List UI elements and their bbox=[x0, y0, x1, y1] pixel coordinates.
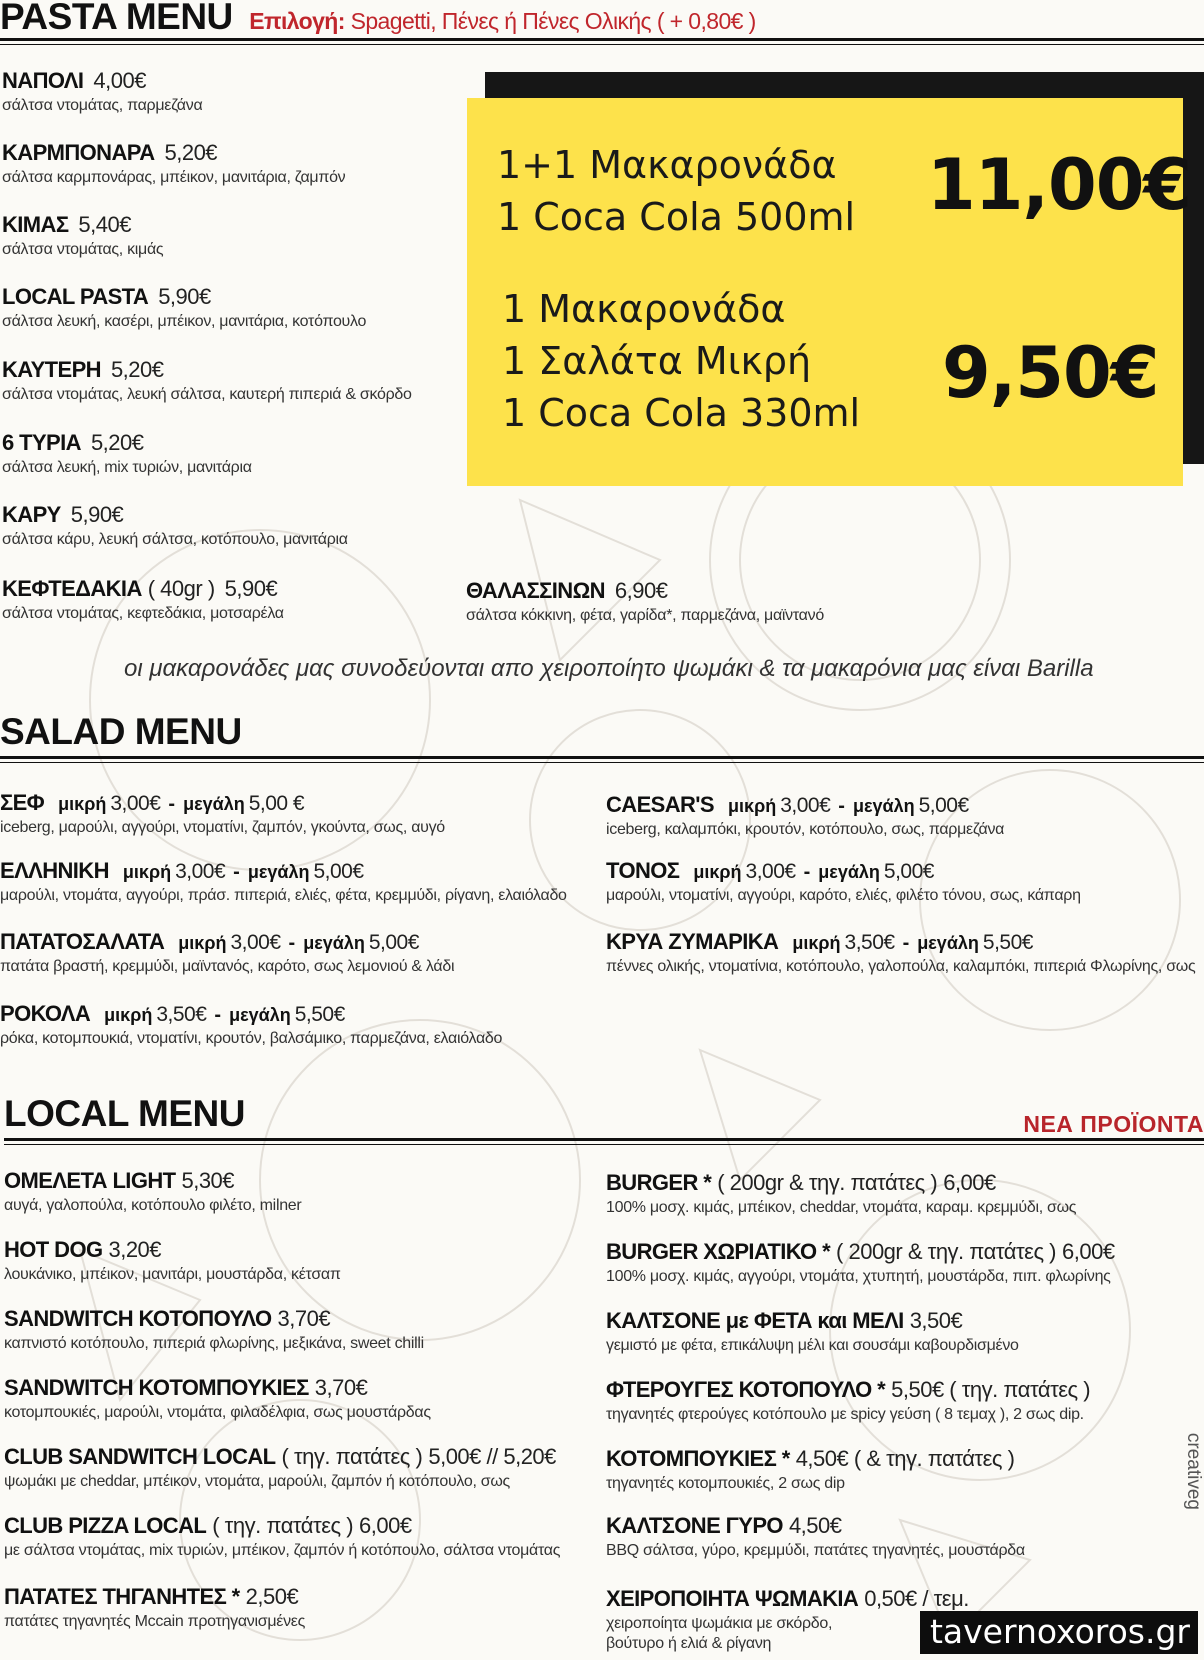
pasta-option bbox=[249, 8, 756, 34]
item-name: 6 ΤΥΡΙΑ bbox=[2, 430, 81, 455]
large-price: 5,50€ bbox=[982, 931, 1033, 954]
item-extra: ( 200gr & τηγ. πατάτες ) bbox=[836, 1239, 1057, 1264]
item-description: τηγανητές φτερούγες κοτόπουλο με spicy γεύση ( 8 τεμαχ ), 2 σως dip. bbox=[606, 1406, 1084, 1423]
item-description: πατάτα βραστή, κρεμμύδι, μαϊντανός, καρότο, σως λεμονιού & λάδι bbox=[0, 958, 455, 975]
item-name: ΚΕΦΤΕΔΑΚΙΑ bbox=[2, 576, 142, 601]
item-description: χειροποίητα ψωμάκια με σκόρδο, bbox=[606, 1615, 833, 1632]
item-price: 5,90€ bbox=[70, 502, 124, 527]
site-watermark: tavernoxoros.gr bbox=[920, 1611, 1198, 1654]
item-price: 0,50€ / τεμ. bbox=[864, 1586, 969, 1611]
item-description: γεμιστό με φέτα, επικάλυψη μέλι και σουσάμι καβουρδισμένο bbox=[606, 1337, 1019, 1354]
local-item bbox=[4, 1515, 560, 1559]
salad-item: ΣΕΦ μικρή 3,00€ - μεγάλη 5,00 € iceberg, μαρούλι, αγγούρι, ντοματίνι, ζαμπόν, γκούντα, σως, αυγό bbox=[0, 790, 445, 836]
local-item bbox=[606, 1588, 969, 1652]
local-item bbox=[4, 1239, 341, 1283]
item-name: ΣΕΦ bbox=[0, 790, 45, 815]
item-description: σάλτσα κάρυ, λευκή σάλτσα, κοτόπουλο, μανιτάρια bbox=[2, 531, 348, 548]
pasta-item bbox=[2, 214, 163, 258]
item-name: BURGER ΧΩΡΙΑΤΙΚΟ * bbox=[606, 1239, 831, 1264]
small-label: μικρή bbox=[58, 794, 107, 814]
salad-rule bbox=[0, 756, 1204, 759]
pasta-item bbox=[2, 432, 252, 476]
pasta-item bbox=[466, 580, 824, 624]
item-description: σάλτσα ντομάτας, κεφτεδάκια, μοτσαρέλα bbox=[2, 605, 284, 622]
item-price: 5,20€ bbox=[90, 430, 144, 455]
salad-item: ΠΑΤΑΤΟΣΑΛΑΤΑ μικρή 3,00€ - μεγάλη 5,00€ πατάτα βραστή, κρεμμύδι, μαϊντανός, καρότο, σως λεμονιού & λάδι bbox=[0, 929, 455, 975]
item-name: ΚΟΤΟΜΠΟΥΚΙΕΣ * bbox=[606, 1446, 790, 1471]
pasta-item bbox=[2, 70, 202, 114]
pasta-note: οι μακαρονάδες μας συνοδεύονται απο χειροποίητο ψωμάκι & τα μακαρόνια μας είναι Barilla bbox=[124, 655, 1094, 682]
promo-combo2-line: 1 Σαλάτα Μικρή bbox=[502, 339, 812, 383]
item-name: ΚΡΥΑ ΖΥΜΑΡΙΚΑ bbox=[606, 929, 779, 954]
item-description: κοτομπουκιές, μαρούλι, ντομάτα, φιλαδέλφια, σως μουστάρδας bbox=[4, 1404, 431, 1421]
item-price: 6,00€ bbox=[1062, 1239, 1115, 1264]
large-label: μεγάλη bbox=[303, 933, 365, 953]
small-price: 3,00€ bbox=[175, 860, 226, 883]
pasta-item bbox=[2, 504, 348, 548]
item-price: 4,50€ ( & τηγ. πατάτες ) bbox=[795, 1446, 1015, 1471]
item-name: SANDWITCH ΚΟΤΟΜΠΟΥΚΙΕΣ bbox=[4, 1375, 309, 1400]
large-label: μεγάλη bbox=[247, 862, 310, 882]
item-price: 5,20€ bbox=[110, 357, 164, 382]
local-item bbox=[606, 1379, 1090, 1423]
item-name: ΚΑΡΥ bbox=[2, 502, 61, 527]
local-item bbox=[606, 1448, 1014, 1492]
salad-rule-thin bbox=[0, 762, 1204, 763]
item-price: 5,50€ ( τηγ. πατάτες ) bbox=[891, 1377, 1091, 1402]
item-description: σάλτσα ντομάτας, κιμάς bbox=[2, 241, 164, 258]
item-description: πέννες ολικής, ντοματίνια, κοτόπουλο, γαλοπούλα, καλαμπόκι, πιπεριά Φλωρίνης, σως bbox=[606, 958, 1196, 975]
promo-box bbox=[467, 98, 1192, 486]
large-price: 5,00€ bbox=[313, 860, 364, 883]
small-price: 3,00€ bbox=[780, 794, 831, 817]
large-label: μεγάλη bbox=[229, 1005, 291, 1025]
item-name: ΚΑΥΤΕΡΗ bbox=[2, 357, 101, 382]
local-menu-title: LOCAL MENU bbox=[4, 1093, 245, 1134]
promo-combo2-line: 1 Coca Cola 330ml bbox=[502, 391, 861, 435]
item-name: CLUB PIZZA LOCAL bbox=[4, 1513, 207, 1538]
local-item bbox=[4, 1446, 556, 1490]
salad-item: ΚΡΥΑ ΖΥΜΑΡΙΚΑ μικρή 3,50€ - μεγάλη 5,50€ πέννες ολικής, ντοματίνια, κοτόπουλο, γαλοπούλα, καλαμπόκι, πιπεριά Φλωρίνης, σως bbox=[606, 929, 1196, 975]
item-name: ΚΑΛΤΣΟΝΕ ΓΥΡΟ bbox=[606, 1513, 783, 1538]
item-name: CLUB SANDWITCH LOCAL bbox=[4, 1444, 276, 1469]
item-name: SANDWITCH ΚΟΤΟΠΟΥΛΟ bbox=[4, 1306, 272, 1331]
item-description: τηγανητές κοτομπουκιές, 2 σως dip bbox=[606, 1475, 845, 1492]
item-name: ΚΙΜΑΣ bbox=[2, 212, 69, 237]
item-price: 3,50€ bbox=[909, 1308, 963, 1333]
local-rule bbox=[4, 1138, 1204, 1141]
item-extra: ( 200gr & τηγ. πατάτες ) bbox=[717, 1170, 938, 1195]
item-name: ΝΑΠΟΛΙ bbox=[2, 68, 84, 93]
item-name: ΠΑΤΑΤΕΣ ΤΗΓΑΝΗΤΕΣ * bbox=[4, 1584, 240, 1609]
small-price: 3,00€ bbox=[110, 792, 161, 815]
pasta-item bbox=[2, 286, 366, 330]
item-price: 4,00€ bbox=[93, 68, 146, 93]
pasta-menu-title: PASTA MENU bbox=[0, 0, 233, 37]
item-price: 5,90€ bbox=[224, 576, 278, 601]
item-price: 5,30€ bbox=[181, 1168, 235, 1193]
item-name: ΧΕΙΡΟΠΟΙΗΤΑ ΨΩΜΑΚΙΑ bbox=[606, 1586, 859, 1611]
small-label: μικρή bbox=[792, 933, 841, 953]
item-description: λουκάνικο, μπέικον, μανιτάρι, μουστάρδα, κέτσαπ bbox=[4, 1266, 341, 1283]
item-description: σάλτσα λευκή, mix τυριών, μανιτάρια bbox=[2, 459, 252, 476]
new-products-badge: ΝΕΑ ΠΡΟΪΟΝΤΑ bbox=[1023, 1111, 1204, 1137]
large-price: 5,00€ bbox=[368, 931, 419, 954]
pasta-header bbox=[0, 0, 756, 35]
pasta-option-label: Επιλογή: bbox=[249, 8, 345, 34]
salad-item: CAESAR'S μικρή 3,00€ - μεγάλη 5,00€ iceberg, καλαμπόκι, κρουτόν, κοτόπουλο, σως, παρμεζάνα bbox=[606, 792, 1005, 838]
item-description: BBQ σάλτσα, γύρο, κρεμμύδι, πατάτες τηγανητές, μουστάρδα bbox=[606, 1542, 1025, 1559]
small-price: 3,50€ bbox=[844, 931, 895, 954]
item-description: σάλτσα ντομάτας, λευκή σάλτσα, καυτερή πιπεριά & σκόρδο bbox=[2, 386, 412, 403]
item-description: ρόκα, κοτομπουκιά, ντοματίνι, κρουτόν, βαλσάμικο, παρμεζάνα, ελαιόλαδο bbox=[0, 1030, 503, 1047]
item-description: σάλτσα ντομάτας, παρμεζάνα bbox=[2, 97, 203, 114]
item-description: μαρούλι, ντοματίνι, αγγούρι, καρότο, ελιές, φιλέτο τόνου, σως, κάπαρη bbox=[606, 887, 1081, 904]
pasta-rule-thin bbox=[0, 44, 1204, 45]
item-name: ΡΟΚΟΛΑ bbox=[0, 1001, 91, 1026]
item-name: ΤΟΝΟΣ bbox=[606, 858, 680, 883]
item-description: πατάτες τηγανητές Mccain προτηγανισμένες bbox=[4, 1613, 306, 1630]
item-description: 100% μοσχ. κιμάς, μπέικον, cheddar, ντομάτα, καραμ. κρεμμύδι, σως bbox=[606, 1199, 1077, 1216]
item-extra: ( τηγ. πατάτες ) bbox=[281, 1444, 423, 1469]
pasta-item bbox=[2, 142, 345, 186]
item-description: 100% μοσχ. κιμάς, αγγούρι, ντομάτα, χτυπητή, μουστάρδα, πιπ. φλωρίνης bbox=[606, 1268, 1111, 1285]
item-description: μαρούλι, ντομάτα, αγγούρι, πράσ. πιπεριά, ελιές, φέτα, κρεμμύδι, ρίγανη, ελαιόλαδο bbox=[0, 887, 567, 904]
item-price: 6,00€ bbox=[943, 1170, 996, 1195]
item-price: 4,50€ bbox=[788, 1513, 842, 1538]
item-name: ΦΤΕΡΟΥΓΕΣ ΚΟΤΟΠΟΥΛΟ * bbox=[606, 1377, 886, 1402]
large-label: μεγάλη bbox=[917, 933, 979, 953]
item-name: ΚΑΡΜΠΟΝΑΡΑ bbox=[2, 140, 155, 165]
salad-item: ΕΛΛΗΝΙΚΗ μικρή 3,00€ - μεγάλη 5,00€ μαρούλι, ντομάτα, αγγούρι, πράσ. πιπεριά, ελιές, φέτα, κρεμμύδι, ρίγανη, ελαιόλαδο bbox=[0, 858, 567, 904]
item-name: ΚΑΛΤΣΟΝΕ με ΦΕΤΑ και ΜΕΛΙ bbox=[606, 1308, 904, 1333]
large-label: μεγάλη bbox=[852, 796, 915, 816]
local-item bbox=[606, 1172, 1076, 1216]
item-price: 5,40€ bbox=[78, 212, 131, 237]
item-description: σάλτσα λευκή, κασέρι, μπέικον, μανιτάρια, κοτόπουλο bbox=[2, 313, 367, 330]
large-price: 5,50€ bbox=[294, 1003, 345, 1026]
item-extra: ( τηγ. πατάτες ) bbox=[212, 1513, 354, 1538]
item-description: με σάλτσα ντομάτας, mix τυριών, μπέικον, ζαμπόν ή κοτόπουλο, σάλτσα ντομάτας bbox=[4, 1542, 561, 1559]
small-label: μικρή bbox=[122, 862, 172, 882]
promo-combo1-line: 1+1 Μακαρονάδα bbox=[497, 143, 837, 187]
promo-combo1-line: 1 Coca Cola 500ml bbox=[497, 195, 856, 239]
local-item bbox=[4, 1170, 301, 1214]
item-price: 5,90€ bbox=[158, 284, 211, 309]
item-name: ΕΛΛΗΝΙΚΗ bbox=[0, 858, 109, 883]
promo-price-1: 11,00€ bbox=[927, 144, 1192, 226]
local-item bbox=[606, 1310, 1019, 1354]
item-description: σάλτσα καρμπονάρας, μπέικον, μανιτάρια, ζαμπόν bbox=[2, 169, 346, 186]
item-price: 6,90€ bbox=[614, 578, 668, 603]
small-label: μικρή bbox=[104, 1005, 153, 1025]
item-description: ψωμάκι με cheddar, μπέικον, ντομάτα, μαρούλι, ζαμπόν ή κοτόπουλο, σως bbox=[4, 1473, 510, 1490]
small-label: μικρή bbox=[693, 862, 742, 882]
item-name: ΟΜΕΛΕΤΑ LIGHT bbox=[4, 1168, 176, 1193]
item-price: 2,50€ bbox=[245, 1584, 299, 1609]
local-item bbox=[606, 1515, 1025, 1559]
local-item bbox=[4, 1308, 424, 1352]
pasta-option-text: Spagetti, Πένες ή Πένες Ολικής ( + 0,80€ ) bbox=[350, 8, 756, 34]
pasta-item bbox=[2, 578, 284, 622]
item-price: 3,20€ bbox=[108, 1237, 162, 1262]
item-description-line2: βούτυρο ή ελιά & ρίγανη bbox=[606, 1635, 772, 1652]
item-price: 5,20€ bbox=[164, 140, 218, 165]
item-price: 6,00€ bbox=[359, 1513, 412, 1538]
item-description: σάλτσα κόκκινη, φέτα, γαρίδα*, παρμεζάνα, μαϊντανό bbox=[466, 607, 824, 624]
large-price: 5,00€ bbox=[883, 860, 934, 883]
item-name: CAESAR'S bbox=[606, 792, 715, 817]
item-name: HOT DOG bbox=[4, 1237, 103, 1262]
item-description: iceberg, καλαμπόκι, κρουτόν, κοτόπουλο, σως, παρμεζάνα bbox=[606, 821, 1005, 838]
local-item bbox=[4, 1586, 305, 1630]
small-label: μικρή bbox=[728, 796, 777, 816]
small-label: μικρή bbox=[178, 933, 227, 953]
salad-item: ΤΟΝΟΣ μικρή 3,00€ - μεγάλη 5,00€ μαρούλι, ντοματίνι, αγγούρι, καρότο, ελιές, φιλέτο τόνου, σως, κάπαρη bbox=[606, 858, 1081, 904]
item-name: ΠΑΤΑΤΟΣΑΛΑΤΑ bbox=[0, 929, 165, 954]
item-name: LOCAL PASTA bbox=[2, 284, 149, 309]
local-item bbox=[4, 1377, 431, 1421]
item-name: ΘΑΛΑΣΣΙΝΩΝ bbox=[466, 578, 605, 603]
item-description: καπνιστό κοτόπουλο, πιπεριά φλωρίνης, μεξικάνα, sweet chilli bbox=[4, 1335, 424, 1352]
pasta-rule bbox=[0, 38, 1204, 41]
item-name: BURGER * bbox=[606, 1170, 712, 1195]
promo-price-2: 9,50€ bbox=[942, 332, 1159, 414]
promo-combo2-line: 1 Μακαρονάδα bbox=[502, 287, 786, 331]
pasta-item bbox=[2, 359, 412, 403]
large-label: μεγάλη bbox=[183, 794, 245, 814]
item-price: 3,70€ bbox=[277, 1306, 331, 1331]
item-extra: ( 40gr ) bbox=[147, 576, 215, 601]
small-price: 3,00€ bbox=[230, 931, 281, 954]
local-item bbox=[606, 1241, 1115, 1285]
item-description: αυγά, γαλοπούλα, κοτόπουλο φιλέτο, milner bbox=[4, 1197, 302, 1214]
designer-credit: creativeg bbox=[1183, 1432, 1204, 1510]
salad-menu-title: SALAD MENU bbox=[0, 711, 242, 752]
large-price: 5,00€ bbox=[918, 794, 969, 817]
item-price: 3,70€ bbox=[314, 1375, 368, 1400]
item-price: 5,00€ // 5,20€ bbox=[428, 1444, 556, 1469]
small-price: 3,50€ bbox=[156, 1003, 207, 1026]
large-price: 5,00 € bbox=[248, 792, 305, 815]
salad-item: ΡΟΚΟΛΑ μικρή 3,50€ - μεγάλη 5,50€ ρόκα, κοτομπουκιά, ντοματίνι, κρουτόν, βαλσάμικο, παρμεζάνα, ελαιόλαδο bbox=[0, 1001, 503, 1047]
large-label: μεγάλη bbox=[818, 862, 880, 882]
small-price: 3,00€ bbox=[745, 860, 796, 883]
item-description: iceberg, μαρούλι, αγγούρι, ντοματίνι, ζαμπόν, γκούντα, σως, αυγό bbox=[0, 819, 445, 836]
local-rule-thin bbox=[4, 1144, 1204, 1145]
